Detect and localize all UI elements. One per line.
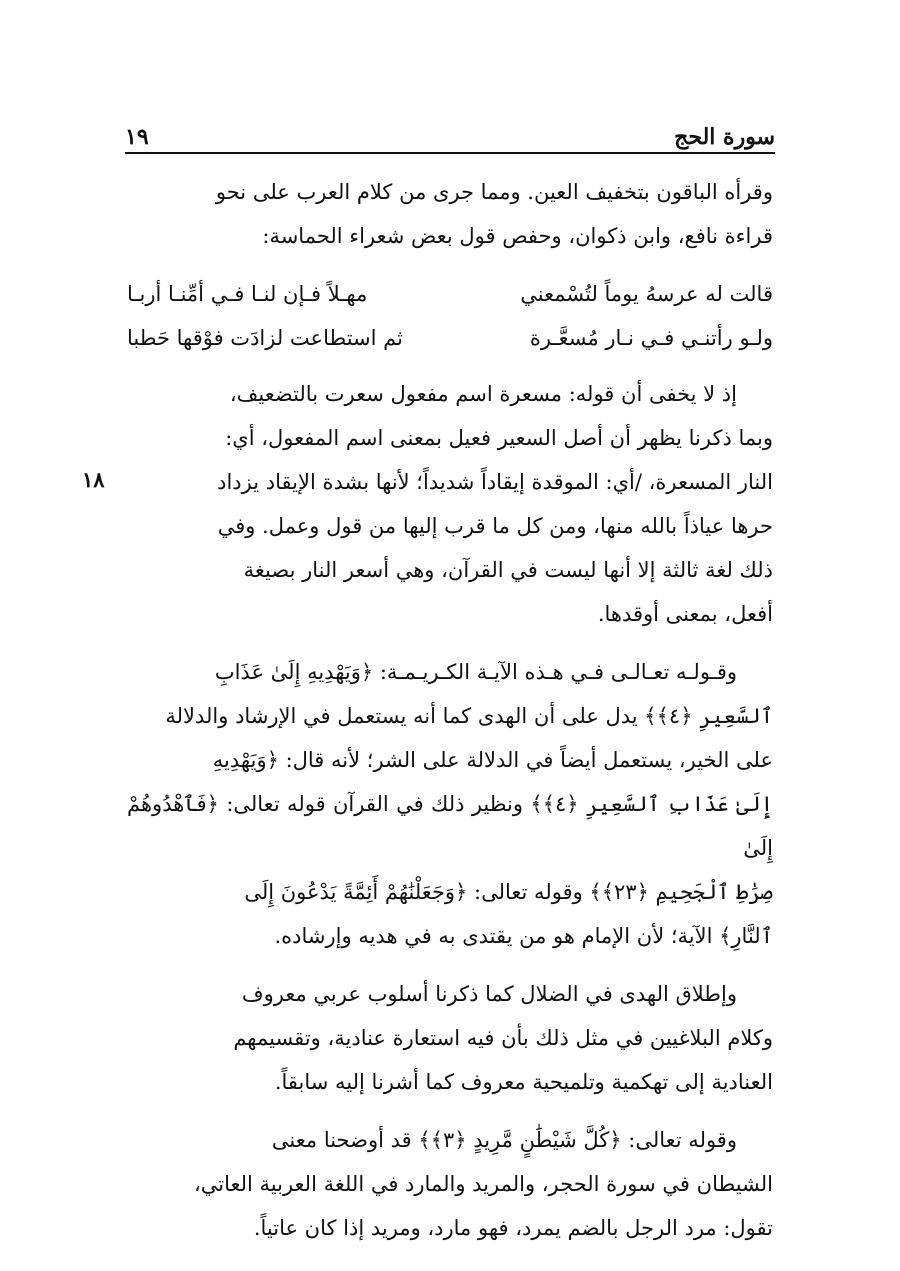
text-line: قراءة نافع، وابن ذكوان، وحفص قول بعض شعراء الحماسة:: [262, 224, 773, 248]
text-line: إِلَىٰ عَذَابِ ٱلسَّعِيرِ ﴿٤﴾﴾ ونظير ذلك في القرآن قوله تعالى: ﴿فَٱهْدُوهُمْ إِلَىٰ: [127, 792, 773, 860]
page-header: [125, 114, 775, 150]
text-line: وقوله تعالى: ﴿كُلَّ شَيْطَٰنٍ مَّرِيدٍ ﴿٣﴾﴾ قد أوضحنا معنى: [271, 1128, 737, 1152]
text-line: وكلام البلاغيين في مثل ذلك بأن فيه استعارة عنادية، وتقسيمهم: [233, 1026, 773, 1050]
paragraph-1: [127, 170, 773, 258]
poetry-verses: [127, 272, 773, 360]
verse-line: [127, 272, 773, 316]
text-line: وإطلاق الهدى في الضلال كما ذكرنا أسلوب عربي معروف: [241, 982, 737, 1006]
text-line: النار المسعرة، /أي: الموقدة إيقاداً شديداً؛ لأنها بشدة الإيقاد يزداد: [217, 470, 773, 494]
text-line: وقرأه الباقون بتخفيف العين. ومما جرى من كلام العرب على نحو: [215, 180, 773, 204]
text-line: على الخير، يستعمل أيضاً في الدلالة على الشر؛ لأنه قال: ﴿وَيَهْدِيهِ: [212, 748, 773, 772]
text-line: العنادية إلى تهكمية وتلميحية معروف كما أشرنا إليه سابقاً.: [274, 1070, 773, 1094]
verse-hemistich-first: ولـو رأتنـي فـي نـار مُسعَّـرة: [529, 326, 773, 350]
paragraph-4: [127, 972, 773, 1104]
text-line: وبما ذكرنا يظهر أن أصل السعير فعيل بمعنى اسم المفعول، أي:: [225, 426, 773, 450]
text-line: الشيطان في سورة الحجر، والمريد والمارد في اللغة العربية العاتي،: [193, 1172, 773, 1196]
text-line: ذلك لغة ثالثة إلا أنها ليست في القرآن، وهي أسعر النار بصيغة: [243, 558, 773, 582]
verse-line: [127, 316, 773, 360]
text-line: حرها عياذاً بالله منها، ومن كل ما قرب إليها من قول وعمل. وفي: [217, 514, 773, 538]
page-number: ١٩: [125, 124, 149, 150]
text-line: ٱلنَّارِ﴾ الآية؛ لأن الإمام هو من يقتدى به في هديه وإرشاده.: [274, 924, 773, 948]
verse-hemistich-first: قالت له عرسهُ يوماً لتُسْمعني: [520, 282, 773, 306]
verse-hemistich-second: مهـلاً فـإن لنـا فـي أمِّنـا أربـا: [127, 282, 368, 306]
text-line: إذ لا يخفى أن قوله: مسعرة اسم مفعول سعرت بالتضعيف،: [229, 382, 737, 406]
text-line: تقول: مرد الرجل بالضم يمرد، فهو مارد، ومريد إذا كان عاتياً.: [253, 1216, 773, 1240]
text-line: وقـولـه تعـالـى فـي هـذه الآيـة الكـريـمـة: ﴿وَيَهْدِيهِ إِلَىٰ عَذَابِ: [214, 660, 737, 684]
paragraph-2: [127, 372, 773, 636]
paragraph-5: [127, 1118, 773, 1250]
header-rule: [125, 152, 775, 154]
text-line: صِرَٰطِ ٱلْجَحِيمِ ﴿٢٣﴾﴾ وقوله تعالى: ﴿وَجَعَلْنَٰهُمْ أَئِمَّةً يَدْعُونَ إِلَى: [244, 880, 773, 904]
surah-title: سورة الحج: [674, 124, 775, 150]
margin-page-marker: ١٨: [82, 467, 105, 492]
text-line: ٱلسَّعِيرِ ﴿٤﴾﴾ يدل على أن الهدى كما أنه يستعمل في الإرشاد والدلالة: [165, 704, 773, 728]
text-line: أفعل، بمعنى أوقدها.: [597, 602, 773, 626]
verse-hemistich-second: ثم استطاعت لزادَت فوْقها حَطبا: [127, 326, 403, 350]
paragraph-3: [127, 650, 773, 958]
body-text: [127, 170, 773, 1264]
